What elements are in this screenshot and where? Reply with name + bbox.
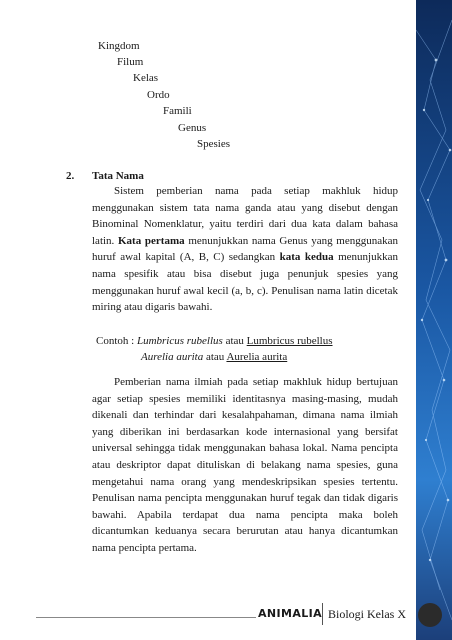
example-or-1: atau <box>222 335 247 347</box>
hierarchy-level-famili: Famili <box>163 105 192 117</box>
example-underline-2: Aurelia aurita <box>226 351 288 363</box>
example-line-2 <box>141 349 287 365</box>
paragraph-scientific-naming-purpose <box>92 374 398 557</box>
hierarchy-level-ordo: Ordo <box>147 89 170 101</box>
p1-text-e: menunjukkan nama spesifik atau bisa disebut juga penunjuk spesies yang menggunakan huruf awal kecil (a, b, c). Penulisan nama latin dicetak miring atau digaris bawahi. <box>92 251 398 314</box>
footer-separator <box>322 603 323 625</box>
example-line-1 <box>96 333 333 349</box>
example-underline-1: Lumbricus rubellus <box>246 335 333 347</box>
hierarchy-level-kingdom: Kingdom <box>98 40 140 52</box>
paragraph-binomial-nomenclature <box>92 183 398 316</box>
footer-brand-logo: ANIMALIA <box>258 607 323 620</box>
hierarchy-level-genus: Genus <box>178 122 207 134</box>
p1-text-a: Sistem pemberian nama pada setiap makhluk hidup menggunakan sistem tata nama ganda atau yang disebut dengan Binominal Nomenklatur, yaitu terdiri dari dua kata dalam bahasa latin. <box>92 185 398 247</box>
p1-bold-first-word: Kata pertama <box>118 234 185 247</box>
example-label: Contoh : <box>96 335 137 347</box>
hierarchy-level-kelas: Kelas <box>133 72 159 84</box>
p1-text-c: menunjukkan nama Genus yang menggunakan huruf awal kapital (A, B, C) sedangkan <box>92 234 398 264</box>
section-number: 2. <box>66 170 75 182</box>
p1-bold-second-word: kata kedua <box>279 251 334 264</box>
hierarchy-level-spesies: Spesies <box>197 138 230 150</box>
example-or-2: atau <box>203 351 227 363</box>
footer-rule <box>36 617 256 618</box>
example-italic-1: Lumbricus rubellus <box>136 335 223 347</box>
page-marker-circle <box>418 603 442 627</box>
section-title: Tata Nama <box>92 170 144 182</box>
p2-text: Pemberian nama ilmiah pada setiap makhluk hidup bertujuan agar setiap spesies memiliki identitasnya masing-masing, mudah dikenali dan terhindar dari kesalahpahaman, dimana nama ilmiah yang diberikan ini berdasarkan kode internasional yang bersifat universal sehingga tidak menggunakan bahasa lokal. Nama pencipta atau deskriptor dapat dituliskan di belakang nama spesies, guna mengetahui nama orang yang mendeskripsikan spesies tertentu. Penulisan nama pencipta menggunakan huruf tegak dan tidak digaris bawahi. Apabila terdapat dua nama pencipta maka boleh dicantumkan keduanya secara berurutan atau hanya dicantumkan nama pencipta pertama. <box>92 376 398 554</box>
footer-subject: Biologi Kelas X <box>328 607 406 621</box>
hierarchy-level-filum: Filum <box>117 56 144 68</box>
example-italic-2: Aurelia aurita <box>141 351 204 363</box>
decorative-side-strip <box>416 0 452 640</box>
